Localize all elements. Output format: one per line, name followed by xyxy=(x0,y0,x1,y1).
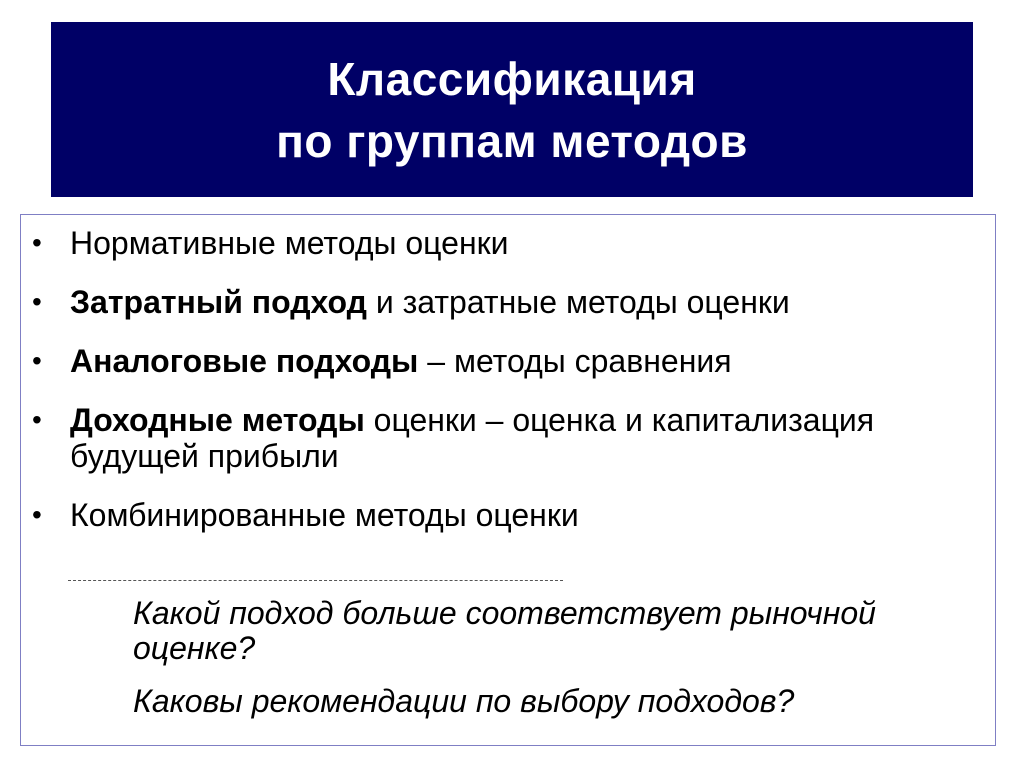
dashed-divider xyxy=(68,580,563,581)
bullet-icon: • xyxy=(32,227,42,258)
list-item-cost xyxy=(21,284,981,320)
list-item-text: Нормативные методы оценки xyxy=(70,225,509,261)
slide-content-panel xyxy=(20,214,996,746)
list-item-text: оценки – оценка и капитализация будущей прибыли xyxy=(70,402,875,474)
list-item-bold-text: Аналоговые подходы xyxy=(70,343,419,379)
question-1: Какой подход больше соответствует рыночной оценке? xyxy=(133,595,876,666)
questions-block xyxy=(133,596,983,737)
slide-title-line-2: по группам методов xyxy=(276,114,748,167)
list-item-text: и затратные методы оценки xyxy=(366,284,790,320)
bullet-icon: • xyxy=(32,499,42,530)
bullet-icon: • xyxy=(32,404,42,435)
list-item-income xyxy=(21,402,981,474)
list-item-text: – методы сравнения xyxy=(418,343,732,379)
question-2: Каковы рекомендации по выбору подходов? xyxy=(133,683,795,719)
list-item-analog xyxy=(21,343,981,379)
bullet-icon: • xyxy=(32,345,42,376)
list-item-text: Комбинированные методы оценки xyxy=(70,497,579,533)
list-item-normative xyxy=(21,225,981,261)
list-item-combined xyxy=(21,497,981,533)
methods-list xyxy=(21,225,981,556)
list-item-bold-text: Затратный подход xyxy=(70,284,367,320)
list-item-bold-text: Доходные методы xyxy=(70,402,365,438)
slide-title-line-1: Классификация xyxy=(327,52,697,105)
slide-title-banner xyxy=(51,22,973,197)
bullet-icon: • xyxy=(32,286,42,317)
